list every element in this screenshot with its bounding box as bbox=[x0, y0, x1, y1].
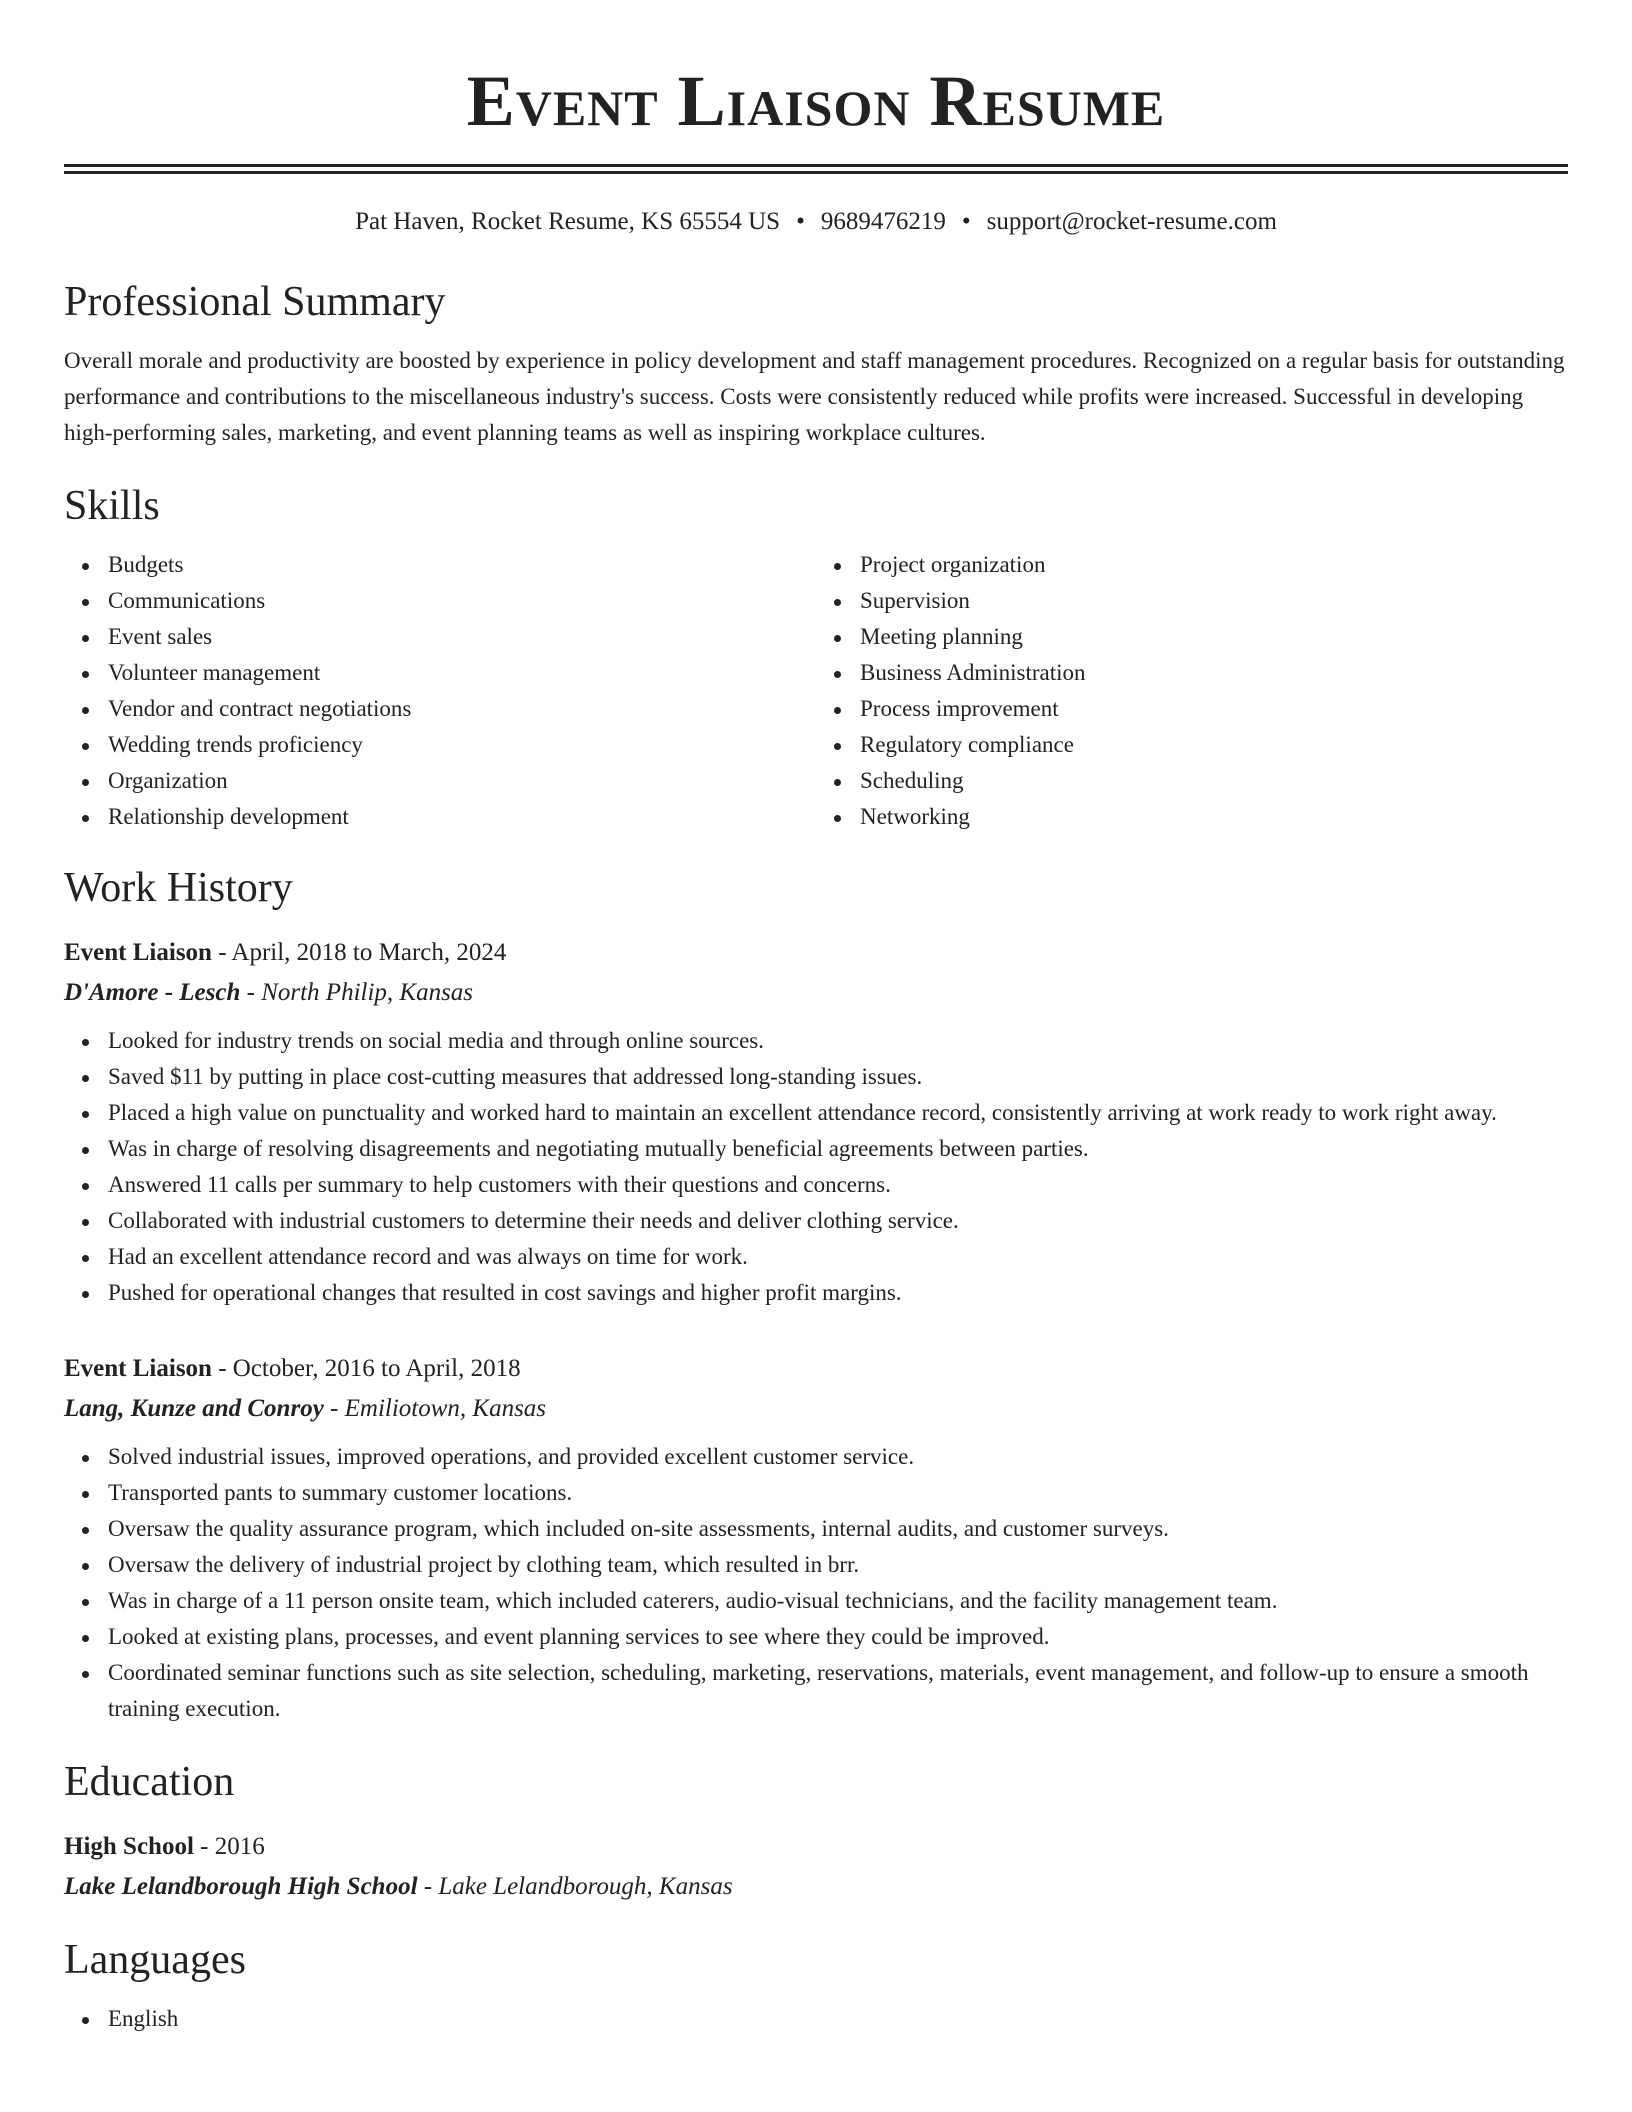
job-bullet: Coordinated seminar functions such as site selection, scheduling, marketing, reservations, materials, event management, and follow-up to ensure a smooth training execution. bbox=[108, 1655, 1568, 1727]
company-name: Lang, Kunze and Conroy bbox=[64, 1395, 324, 1422]
contact-address: Pat Haven, Rocket Resume, KS 65554 US bbox=[355, 208, 781, 235]
job-bullet: Pushed for operational changes that resulted in cost savings and higher profit margins. bbox=[108, 1275, 1568, 1311]
languages-list bbox=[64, 2001, 1568, 2037]
skills-heading: Skills bbox=[64, 483, 160, 529]
degree-line bbox=[64, 1827, 1568, 1867]
job-bullet: Answered 11 calls per summary to help customers with their questions and concerns. bbox=[108, 1167, 1568, 1203]
contact-phone: 9689476219 bbox=[820, 208, 946, 235]
company-line bbox=[64, 973, 1568, 1013]
summary-heading: Professional Summary bbox=[64, 279, 446, 325]
school-name: Lake Lelandborough High School bbox=[64, 1873, 418, 1900]
skill-item: Meeting planning bbox=[860, 619, 1568, 655]
job-entry bbox=[64, 1349, 1568, 1727]
skills-list-left bbox=[64, 547, 816, 835]
job-bullet: Saved $11 by putting in place cost-cutting measures that addressed long-standing issues. bbox=[108, 1059, 1568, 1095]
job-bullet: Was in charge of a 11 person onsite team, which included caterers, audio-visual technicians, and the facility management team. bbox=[108, 1583, 1568, 1619]
contact-email[interactable]: support@rocket-resume.com bbox=[986, 208, 1277, 235]
skill-item: Project organization bbox=[860, 547, 1568, 583]
education-entry bbox=[64, 1827, 1568, 1907]
company-location: - North Philip, Kansas bbox=[240, 979, 474, 1006]
job-entry bbox=[64, 933, 1568, 1311]
job-bullet: Solved industrial issues, improved operations, and provided excellent customer service. bbox=[108, 1439, 1568, 1475]
job-bullet: Transported pants to summary customer locations. bbox=[108, 1475, 1568, 1511]
job-bullet: Collaborated with industrial customers to determine their needs and deliver clothing service. bbox=[108, 1203, 1568, 1239]
job-title: Event Liaison bbox=[64, 1355, 212, 1382]
skill-item: Scheduling bbox=[860, 763, 1568, 799]
title-double-rule bbox=[64, 164, 1568, 174]
resume-page bbox=[64, 0, 1568, 2037]
skill-item: Communications bbox=[108, 583, 816, 619]
job-dates: - April, 2018 to March, 2024 bbox=[211, 939, 507, 966]
skill-item: Budgets bbox=[108, 547, 816, 583]
company-name: D'Amore - Lesch bbox=[64, 979, 241, 1006]
work-history-heading: Work History bbox=[64, 865, 293, 911]
summary-text: Overall morale and productivity are boosted by experience in policy development and staff management procedures. Recognized on a regular basis for outstanding performance and contributions to the miscellaneous industry's success. Costs were consistently reduced while profits were increased. Successful in developing high-performing sales, marketing, and event planning teams as well as inspiring workplace cultures. bbox=[64, 348, 1565, 445]
contact-separator: • bbox=[961, 208, 971, 235]
job-bullet: Was in charge of resolving disagreements and negotiating mutually beneficial agreements between parties. bbox=[108, 1131, 1568, 1167]
skill-item: Supervision bbox=[860, 583, 1568, 619]
contact-separator: • bbox=[796, 208, 805, 235]
job-title: Event Liaison bbox=[64, 939, 212, 966]
job-title-line bbox=[64, 933, 1568, 973]
job-dates: - October, 2016 to April, 2018 bbox=[211, 1355, 521, 1382]
skills-list-right bbox=[816, 547, 1568, 835]
job-bullet: Had an excellent attendance record and was always on time for work. bbox=[108, 1239, 1568, 1275]
job-bullets bbox=[64, 1439, 1568, 1727]
job-bullet: Placed a high value on punctuality and worked hard to maintain an excellent attendance record, consistently arriving at work ready to work right away. bbox=[108, 1095, 1568, 1131]
degree: High School bbox=[64, 1833, 194, 1860]
skill-item: Business Administration bbox=[860, 655, 1568, 691]
languages-heading: Languages bbox=[64, 1937, 246, 1983]
company-location: - Emiliotown, Kansas bbox=[323, 1395, 547, 1422]
skill-item: Vendor and contract negotiations bbox=[108, 691, 816, 727]
skill-item: Relationship development bbox=[108, 799, 816, 835]
skill-item: Organization bbox=[108, 763, 816, 799]
skill-item: Networking bbox=[860, 799, 1568, 835]
resume-title: Event Liaison Resume bbox=[466, 61, 1166, 141]
education-heading: Education bbox=[64, 1759, 235, 1805]
job-bullet: Oversaw the delivery of industrial project by clothing team, which resulted in brr. bbox=[108, 1547, 1568, 1583]
job-bullet: Looked at existing plans, processes, and event planning services to see where they could be improved. bbox=[108, 1619, 1568, 1655]
skill-item: Process improvement bbox=[860, 691, 1568, 727]
job-bullet: Oversaw the quality assurance program, which included on-site assessments, internal audits, and customer surveys. bbox=[108, 1511, 1568, 1547]
job-bullet: Looked for industry trends on social media and through online sources. bbox=[108, 1023, 1568, 1059]
skills-columns bbox=[64, 547, 1568, 835]
job-bullets bbox=[64, 1023, 1568, 1311]
contact-line bbox=[64, 207, 1568, 237]
school-location: - Lake Lelandborough, Kansas bbox=[417, 1873, 733, 1900]
skill-item: Event sales bbox=[108, 619, 816, 655]
company-line bbox=[64, 1389, 1568, 1429]
language-item: English bbox=[108, 2001, 1568, 2037]
graduation-year: - 2016 bbox=[193, 1833, 265, 1860]
skill-item: Volunteer management bbox=[108, 655, 816, 691]
school-line bbox=[64, 1867, 1568, 1907]
skill-item: Wedding trends proficiency bbox=[108, 727, 816, 763]
skill-item: Regulatory compliance bbox=[860, 727, 1568, 763]
job-title-line bbox=[64, 1349, 1568, 1389]
